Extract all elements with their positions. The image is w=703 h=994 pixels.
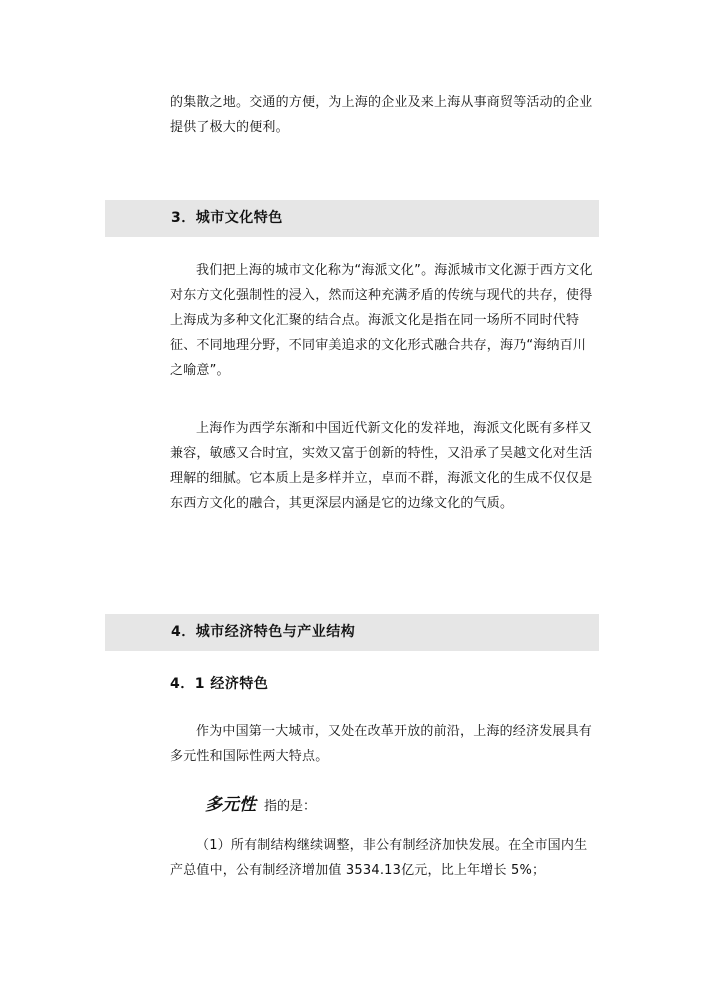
intro-continuation-paragraph: 的集散之地。交通的方便，为上海的企业及来上海从事商贸等活动的企业提供了极大的便利。 [170, 95, 593, 135]
economy-subsection-title: 4．1 经济特色 [170, 676, 269, 692]
economy-section-bar [105, 614, 599, 651]
emphasis-line [205, 790, 316, 815]
economy-paragraph-1: 作为中国第一大城市，又处在改革开放的前沿，上海的经济发展具有多元性和国际性两大特点。 [170, 724, 593, 764]
culture-section-bar [105, 200, 599, 237]
emphasis-suffix: 指的是： [264, 799, 317, 814]
emphasis-term: 多元性 [205, 795, 256, 815]
culture-paragraph-2: 上海作为西学东渐和中国近代新文化的发祥地，海派文化既有多样又兼容，敏感又合时宜，实效又富于创新的特性，又沿承了吴越文化对生活理解的细腻。它本质上是多样并立，卓而不群，海派文化的生成不仅仅是东西方文化的融合，其更深层内涵是它的边缘文化的气质。 [170, 421, 593, 511]
economy-point-1: （1）所有制结构继续调整，非公有制经济加快发展。在全市国内生产总值中，公有制经济增加值 3534.13亿元，比上年增长 5%； [170, 838, 588, 878]
culture-paragraph-1: 我们把上海的城市文化称为“海派文化”。海派城市文化源于西方文化对东方文化强制性的浸入，然而这种充满矛盾的传统与现代的共存，使得上海成为多种文化汇聚的结合点。海派文化是指在同一场所不同时代特征、不同地理分野，不同审美追求的文化形式融合共存，海乃“海纳百川之喻意”。 [170, 263, 593, 378]
economy-section-title: 4．城市经济特色与产业结构 [171, 624, 356, 640]
culture-section-title: 3．城市文化特色 [171, 210, 283, 226]
